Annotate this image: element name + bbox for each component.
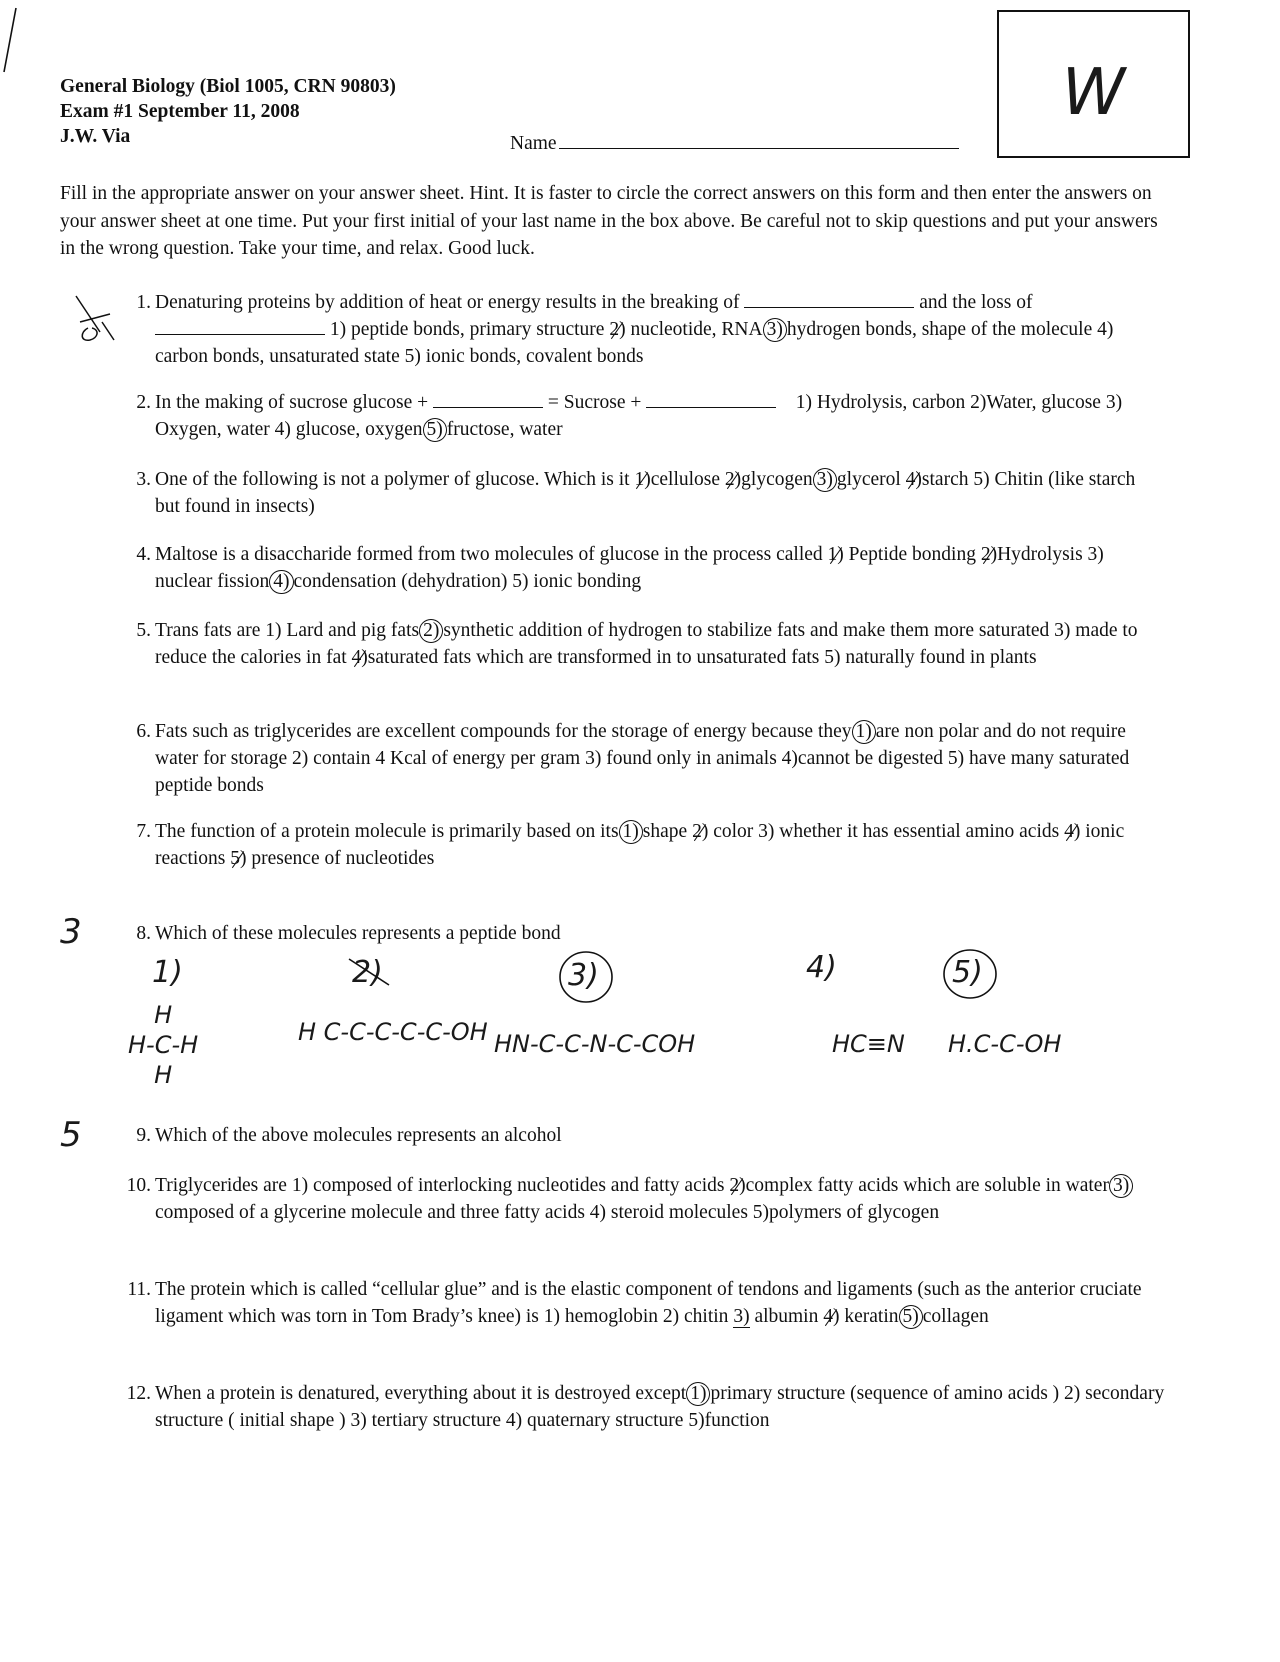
question-7 <box>115 818 1165 872</box>
option-3[interactable]: glycerol <box>836 469 901 490</box>
name-label: Name <box>510 133 557 154</box>
question-number: 6. <box>136 721 151 742</box>
circled-answer[interactable]: 4) <box>269 570 293 594</box>
molecule-5-label: 5) <box>952 955 983 990</box>
name-blank[interactable] <box>559 130 959 149</box>
question-number: 4. <box>136 544 151 565</box>
question-stem-cont: and the loss of <box>919 292 1033 313</box>
circled-answer[interactable]: 1) <box>686 1382 710 1406</box>
question-number: 1. <box>136 292 151 313</box>
option-4[interactable]: saturated fats which are transformed in to unsaturated fats <box>367 647 820 668</box>
molecule-4[interactable]: HC≡N <box>832 1030 905 1058</box>
question-stem-cont: = Sucrose + <box>547 392 642 413</box>
instructor-name: J.W. Via <box>60 126 131 147</box>
molecule-2-label: 2) <box>352 955 383 990</box>
crossed-option-marker: 4) <box>823 1303 839 1330</box>
question-stem: In the making of sucrose glucose + <box>155 392 429 413</box>
option-5[interactable]: collagen <box>922 1306 989 1327</box>
option-1[interactable]: cellulose <box>650 469 721 490</box>
options-rest[interactable]: are non polar and do not require water for storage 2) contain 4 Kcal of energy per gram 3) found only in animals 4)cannot be digested 5) have many saturated peptide bonds <box>155 721 1130 796</box>
circle-mark <box>940 946 1000 1002</box>
question-number: 10. <box>126 1175 151 1196</box>
circle-mark <box>556 948 616 1006</box>
crossed-option-marker: 4) <box>906 466 922 493</box>
crossed-option-marker: 2) <box>609 316 625 343</box>
option-1[interactable]: Peptide bonding <box>848 544 976 565</box>
question-9 <box>115 1122 1165 1149</box>
circled-answer[interactable]: 1) <box>619 820 643 844</box>
margin-answer-9: 5 <box>60 1115 82 1155</box>
question-1 <box>115 289 1165 370</box>
molecule-5[interactable]: H.C-C-OH <box>948 1030 1062 1058</box>
option-4[interactable]: ionic reactions <box>155 821 1125 869</box>
molecule-1[interactable]: H H-C-H H <box>128 1001 199 1089</box>
question-stem: Triglycerides are 1) composed of interlocking nucleotides and fatty acids <box>155 1175 725 1196</box>
question-10 <box>115 1172 1165 1226</box>
option-2-3[interactable]: Hydrolysis 3) nuclear fission <box>155 544 1104 592</box>
question-5 <box>115 617 1165 671</box>
circled-answer[interactable]: 5) <box>899 1305 923 1329</box>
crossed-option-marker: 2) <box>729 1172 745 1199</box>
circled-answer[interactable]: 1) <box>852 720 876 744</box>
question-number: 7. <box>136 821 151 842</box>
scribble-mark <box>70 292 120 348</box>
question-stem: When a protein is denatured, everything about it is destroyed except <box>155 1383 687 1404</box>
question-stem: Denaturing proteins by addition of heat or energy results in the breaking of <box>155 292 740 313</box>
question-11 <box>115 1276 1165 1330</box>
option-3[interactable]: albumin <box>754 1306 819 1327</box>
crossed-option-marker: 2) <box>692 818 708 845</box>
initial-letter: W <box>1061 56 1126 130</box>
question-stem: The protein which is called “cellular glue” and is the elastic component of tendons and ligaments (such as the anterior cruciate ligament which was torn in Tom Brady’s knee) is 1) hemoglobin 2) chitin <box>155 1279 1142 1327</box>
name-field[interactable] <box>510 130 959 155</box>
crossed-option-marker: 5) <box>230 845 246 872</box>
answer-blank <box>433 389 543 408</box>
circled-answer[interactable]: 2) <box>419 619 443 643</box>
question-2 <box>115 389 1165 443</box>
option-4[interactable]: starch 5) Chitin (like starch but found in insects) <box>155 469 1136 517</box>
pen-stroke-mark <box>0 0 30 80</box>
option-5[interactable]: fructose, water <box>446 419 563 440</box>
question-stem: Maltose is a disaccharide formed from two molecules of glucose in the process called <box>155 544 823 565</box>
option-1[interactable]: 1) Hydrolysis, carbon <box>795 392 966 413</box>
crossed-option-marker: 4) <box>352 644 368 671</box>
option-3[interactable]: hydrogen bonds, shape of the molecule <box>786 319 1093 340</box>
question-4 <box>115 541 1165 595</box>
circled-answer[interactable]: 3) <box>813 468 837 492</box>
underlined-option-marker: 3) <box>733 1306 750 1327</box>
option-2[interactable]: glycogen <box>741 469 813 490</box>
option-4-5[interactable]: condensation (dehydration) 5) ionic bonding <box>293 571 642 592</box>
question-number: 2. <box>136 392 151 413</box>
question-12 <box>115 1380 1165 1434</box>
option-2[interactable]: complex fatty acids which are soluble in water <box>745 1175 1109 1196</box>
initial-box[interactable] <box>997 10 1190 158</box>
question-number: 12. <box>126 1383 151 1404</box>
option-2-3[interactable]: color 3) whether it has essential amino acids <box>713 821 1060 842</box>
margin-answer-8: 3 <box>60 912 82 952</box>
crossed-option-marker: 4) <box>1064 818 1080 845</box>
option-2-3[interactable]: synthetic addition of hydrogen to stabilize fats and make them more saturated 3) made to reduce the calories in fat <box>155 620 1138 668</box>
options-2-4[interactable]: 2)Water, glucose 3) Oxygen, water 4) glucose, oxygen <box>155 392 1123 440</box>
question-stem: One of the following is not a polymer of glucose. Which is it <box>155 469 630 490</box>
question-stem: Which of these molecules represents a peptide bond <box>155 923 561 944</box>
question-stem: Which of the above molecules represents an alcohol <box>155 1125 562 1146</box>
instructions: Fill in the appropriate answer on your answer sheet. Hint. It is faster to circle the correct answers on this form and then enter the answers on your answer sheet at one time. Put your first initial of your last name in the box above. Be careful not to skip questions and put your answers in the wrong question. Take your time, and relax. Good luck. <box>60 183 1158 259</box>
cross-out-mark <box>345 955 395 995</box>
molecule-4-label: 4) <box>806 950 837 985</box>
exam-title: Exam #1 September 11, 2008 <box>60 101 300 122</box>
answer-blank <box>155 316 325 335</box>
question-stem: Fats such as triglycerides are excellent compounds for the storage of energy because they <box>155 721 852 742</box>
question-stem: The function of a protein molecule is primarily based on its <box>155 821 619 842</box>
options-rest[interactable]: 4) carbon bonds, unsaturated state 5) ionic bonds, covalent bonds <box>155 319 1114 367</box>
circled-answer[interactable]: 5) <box>423 418 447 442</box>
circled-answer[interactable]: 3) <box>763 318 787 342</box>
crossed-option-marker: 1) <box>634 466 650 493</box>
options-rest[interactable]: primary structure (sequence of amino acids ) 2) secondary structure ( initial shape ) 3) tertiary structure 4) quaternary structure 5)function <box>155 1383 1165 1431</box>
question-number: 9. <box>136 1125 151 1146</box>
option-4[interactable]: keratin <box>844 1306 899 1327</box>
option-3-5[interactable]: composed of a glycerine molecule and three fatty acids 4) steroid molecules 5)polymers of glycogen <box>155 1202 940 1223</box>
crossed-option-marker: 1) <box>828 541 844 568</box>
crossed-option-marker: 2) <box>981 541 997 568</box>
molecule-2[interactable]: H C-C-C-C-C-OH <box>298 1018 488 1046</box>
option-5[interactable]: presence of nucleotides <box>251 848 435 869</box>
answer-blank <box>744 289 914 308</box>
molecule-1-label: 1) <box>152 955 183 990</box>
option-5[interactable]: 5) naturally found in plants <box>824 647 1037 668</box>
option-2[interactable]: nucleotide, RNA <box>630 319 763 340</box>
question-number: 8. <box>136 923 151 944</box>
question-number: 5. <box>136 620 151 641</box>
course-title: General Biology (Biol 1005, CRN 90803) <box>60 76 396 97</box>
answer-blank <box>646 389 776 408</box>
option-1[interactable]: shape <box>642 821 688 842</box>
question-number: 11. <box>127 1279 151 1300</box>
question-number: 3. <box>136 469 151 490</box>
crossed-option-marker: 2) <box>725 466 741 493</box>
molecule-3[interactable]: HN-C-C-N-C-COH <box>494 1030 696 1058</box>
molecule-3-label: 3) <box>568 958 599 993</box>
question-stem: Trans fats are 1) Lard and pig fats <box>155 620 420 641</box>
option-1[interactable]: 1) peptide bonds, primary structure <box>329 319 605 340</box>
question-3 <box>115 466 1165 520</box>
circled-answer[interactable]: 3) <box>1109 1174 1133 1198</box>
question-6 <box>115 718 1165 799</box>
question-8 <box>115 920 1165 947</box>
